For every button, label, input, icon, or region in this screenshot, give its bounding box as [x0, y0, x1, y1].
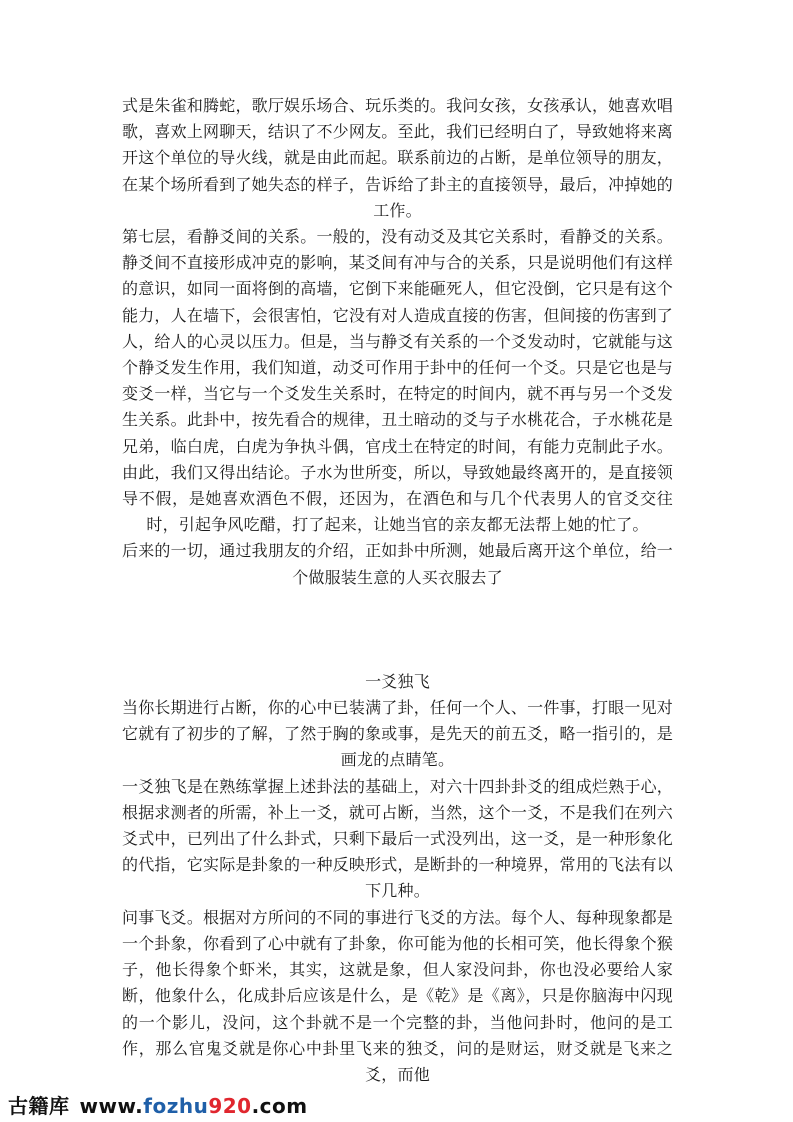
- site-watermark: [8, 1090, 308, 1119]
- document-body: [122, 93, 673, 1088]
- site-url-domain: fozhu: [143, 1094, 209, 1118]
- site-name: 古籍库: [8, 1094, 70, 1118]
- paragraph: 第七层，看静爻间的关系。一般的，没有动爻及其它关系时，看静爻的关系。静爻间不直接形成冲克的影响，某爻间有冲与合的关系，只是说明他们有这样的意识，如同一面将倒的高墙，它倒下来能砸死人，但它没倒，它只是有这个能力，人在墙下，会很害怕，它没有对人造成直接的伤害，但间接的伤害到了人，给人的心灵以压力。但是，当与静爻有关系的一个爻发动时，它就能与这个静爻发生作用，我们知道，动爻可作用于卦中的任何一个爻。只是它也是与变爻一样，当它与一个爻发生关系时，在特定的时间内，就不再与另一个爻发生关系。此卦中，按先看合的规律，丑土暗动的爻与子水桃花合，子水桃花是兄弟，临白虎，白虎为争执斗偶，官戌土在特定的时间，有能力克制此子水。由此，我们又得出结论。子水为世所变，所以，导致她最终离开的，是直接领导不假，是她喜欢酒色不假，还因为，在酒色和与几个代表男人的官爻交往时，引起争风吃醋，打了起来，让她当官的亲友都无法帮上她的忙了。: [122, 227, 673, 535]
- paragraph: 一爻独飞是在熟练掌握上述卦法的基础上，对六十四卦卦爻的组成烂熟于心，根据求测者的所需，补上一爻，就可占断，当然，这个一爻，不是我们在列六爻式中，已列出了什么卦式，只剩下最后一式没列出，这一爻，是一种形象化的代指，它实际是卦象的一种反映形式，是断卦的一种境界，常用的飞法有以下几种。: [122, 776, 673, 901]
- paragraph: 问事飞爻。根据对方所问的不同的事进行飞爻的方法。每个人、每种现象都是一个卦象，你看到了心中就有了卦象，你可能为他的长相可笑，他长得象个猴子，他长得象个虾米，其实，这就是象，但人家没问卦，你也没必要给人家断，他象什么，化成卦后应该是什么，是《乾》是《离》，只是你脑海中闪现的一个影儿，没问，这个卦就不是一个完整的卦，当他问卦时，他问的是工作，那么官鬼爻就是你心中卦里飞来的独爻，问的是财运，财爻就是飞来之爻，而他: [122, 907, 673, 1084]
- site-url-tld: .com: [251, 1094, 308, 1118]
- section-title: 一爻独飞: [365, 671, 430, 691]
- paragraph: 式是朱雀和腾蛇，歌厅娱乐场合、玩乐类的。我问女孩，女孩承认，她喜欢唱歌，喜欢上网聊天，结识了不少网友。至此，我们已经明白了，导致她将来离开这个单位的导火线，就是由此而起。联系前边的占断，是单位领导的朋友，在某个场所看到了她失态的样子，告诉给了卦主的直接领导，最后，冲掉她的工作。: [122, 96, 673, 220]
- paragraph: 当你长期进行占断，你的心中已装满了卦，任何一个人、一件事，打眼一见对它就有了初步的了解，了然于胸的象或事，是先天的前五爻，略一指引的，是画龙的点睛笔。: [122, 698, 673, 770]
- section-spacer: [122, 591, 673, 669]
- paragraph: 后来的一切，通过我朋友的介绍，正如卦中所测，她最后离开这个单位，给一个做服装生意的人买衣服去了: [122, 541, 673, 587]
- site-url-number: 920: [208, 1094, 252, 1118]
- site-url-prefix: www.: [79, 1094, 144, 1118]
